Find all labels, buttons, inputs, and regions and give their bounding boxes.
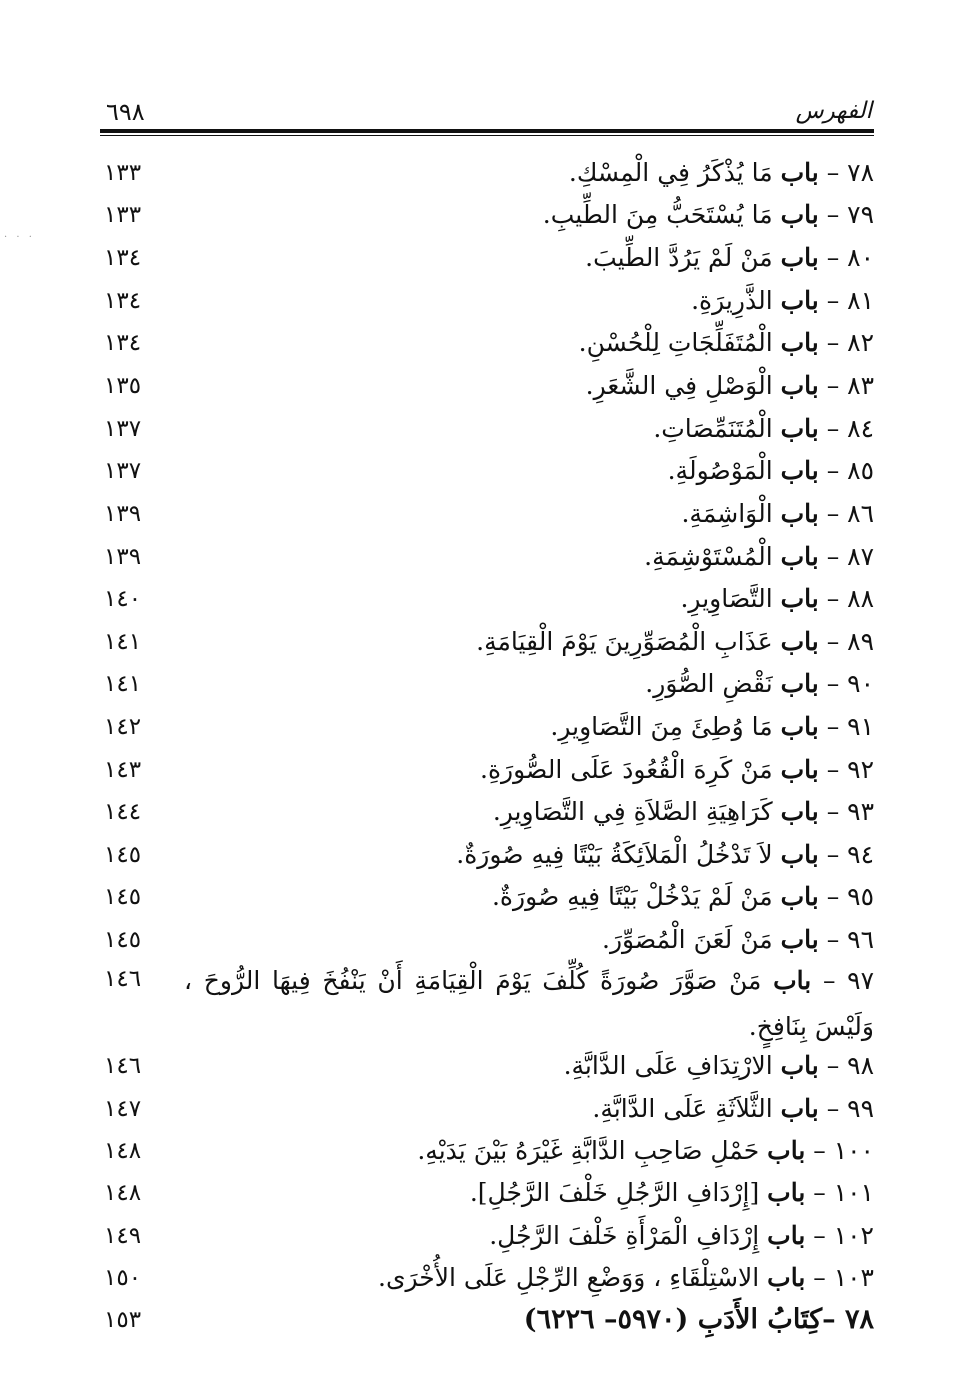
entry-dash: – bbox=[822, 966, 836, 995]
entry-text bbox=[184, 493, 874, 535]
entry-bab-label: باب bbox=[780, 243, 819, 272]
entry-text bbox=[184, 408, 874, 450]
entry-bab-label: باب bbox=[780, 371, 819, 400]
page-number: ٦٩٨ bbox=[106, 98, 145, 126]
entry-page-number: ١٣٥ bbox=[104, 373, 142, 399]
entry-number: ٨٩ bbox=[847, 627, 874, 656]
entry-page-number: ١٤١ bbox=[104, 629, 142, 655]
entry-title: [إِرْدَافِ الرَّجُلِ خَلْفَ الرَّجُلِ]. bbox=[469, 1178, 760, 1207]
entry-dash: – bbox=[826, 158, 840, 187]
entry-text bbox=[184, 621, 874, 663]
entry-text bbox=[184, 1172, 874, 1214]
book-title: كِتَابُ الأَدَبِ (٥٩٧٠– ٦٢٢٦) bbox=[523, 1304, 823, 1335]
entry-title: مَنْ كَرِهَ الْقُعُودَ عَلَى الصُّورَةِ. bbox=[480, 755, 773, 784]
entry-title: الْمَوْصُولَةِ. bbox=[667, 456, 773, 485]
entry-bab-label: باب bbox=[767, 1221, 806, 1250]
entry-page-number: ١٣٤ bbox=[104, 245, 142, 271]
entry-number: ١٠٢ bbox=[833, 1221, 874, 1250]
entry-dash: – bbox=[826, 243, 840, 272]
entry-bab-label: باب bbox=[780, 712, 819, 741]
entry-text bbox=[184, 958, 874, 1050]
entry-page-number: ١٤٨ bbox=[104, 1138, 142, 1164]
entry-page-number: ١٤٦ bbox=[104, 1053, 142, 1079]
entry-dash: – bbox=[813, 1136, 826, 1165]
entry-bab-label: باب bbox=[767, 1136, 806, 1165]
entry-bab-label: باب bbox=[780, 542, 819, 571]
entry-number: ٨٦ bbox=[847, 499, 874, 528]
entry-dash: – bbox=[826, 456, 840, 485]
entry-text bbox=[184, 152, 874, 194]
entry-bab-label: باب bbox=[780, 499, 819, 528]
entry-dash: – bbox=[826, 925, 840, 954]
book-page-number: ١٥٣ bbox=[104, 1307, 142, 1333]
entry-dash: – bbox=[813, 1178, 826, 1207]
entry-text bbox=[184, 919, 874, 961]
entry-number: ٩٨ bbox=[847, 1051, 874, 1080]
entry-bab-label: باب bbox=[767, 1178, 806, 1207]
entry-text bbox=[184, 876, 874, 918]
entry-title: الْمُتَفَلِّجَاتِ لِلْحُسْنِ. bbox=[578, 328, 773, 357]
entry-title: الذَّرِيرَةِ. bbox=[691, 286, 773, 315]
entry-page-number: ١٣٤ bbox=[104, 288, 142, 314]
entry-page-number: ١٣٧ bbox=[104, 458, 142, 484]
entry-dash: – bbox=[826, 1094, 840, 1123]
entry-page-number: ١٣٩ bbox=[104, 544, 142, 570]
entry-page-number: ١٤٥ bbox=[104, 842, 142, 868]
entry-bab-label: باب bbox=[780, 414, 819, 443]
entry-text bbox=[184, 194, 874, 236]
entry-page-number: ١٤١ bbox=[104, 671, 142, 697]
entry-title: عَذَابِ الْمُصَوِّرِينَ يَوْمَ الْقِيَامَةِ. bbox=[476, 627, 773, 656]
entry-dash: – bbox=[826, 328, 840, 357]
entry-dash: – bbox=[826, 755, 840, 784]
entry-page-number: ١٤٥ bbox=[104, 927, 142, 953]
entry-number: ٨٠ bbox=[847, 243, 874, 272]
entry-dash: – bbox=[826, 669, 840, 698]
entry-text bbox=[184, 450, 874, 492]
entry-bab-label: باب bbox=[780, 286, 819, 315]
entry-dash: – bbox=[826, 840, 840, 869]
entry-title: الارْتِدَافِ عَلَى الدَّابَّةِ. bbox=[563, 1051, 773, 1080]
entry-title: مَا يُذْكَرُ فِي الْمِسْكِ. bbox=[568, 158, 773, 187]
entry-title: مَنْ لَمْ يَرُدَّ الطِّيبَ. bbox=[585, 243, 773, 272]
entry-number: ٩٩ bbox=[847, 1094, 874, 1123]
entry-title: الاسْتِلْقَاءِ ، وَوَضْعِ الرِّجْلِ عَلَى الأُخْرَى. bbox=[378, 1263, 760, 1292]
entry-dash: – bbox=[826, 371, 840, 400]
entry-number: ٨١ bbox=[847, 286, 874, 315]
entry-page-number: ١٤٨ bbox=[104, 1180, 142, 1206]
entry-text bbox=[184, 791, 874, 833]
entry-bab-label: باب bbox=[780, 840, 819, 869]
entry-number: ٧٨ bbox=[847, 158, 874, 187]
entry-number: ٨٢ bbox=[847, 328, 874, 357]
entry-page-number: ١٤٠ bbox=[104, 586, 142, 612]
entry-dash: – bbox=[826, 200, 840, 229]
entry-title: مَا يُسْتَحَبُّ مِنَ الطِّيبِ. bbox=[542, 200, 773, 229]
entry-title: نَقْضِ الصُّوَرِ. bbox=[645, 669, 773, 698]
entry-dash: – bbox=[826, 882, 840, 911]
entry-text bbox=[184, 536, 874, 578]
entry-text bbox=[184, 365, 874, 407]
entry-bab-label: باب bbox=[773, 966, 812, 995]
entry-dash: – bbox=[826, 499, 840, 528]
entry-title: مَنْ صَوَّرَ صُورَةً كُلِّفَ يَوْمَ الْقِيَامَةِ أَنْ يَنْفُخَ فِيهَا الرُّوحَ ، وَلَيْسَ بِنَافِخٍ. bbox=[184, 966, 874, 1041]
entry-text bbox=[184, 578, 874, 620]
entry-text bbox=[184, 322, 874, 364]
entry-number: ٩٥ bbox=[847, 882, 874, 911]
entry-number: ٩٧ bbox=[847, 966, 874, 995]
book-heading-text bbox=[184, 1299, 874, 1341]
margin-marks: · · · bbox=[4, 232, 35, 243]
entry-number: ٩٣ bbox=[847, 797, 874, 826]
book-number: ٧٨ bbox=[844, 1304, 874, 1335]
entry-title: الثَّلاَثَةِ عَلَى الدَّابَّةِ. bbox=[592, 1094, 773, 1123]
entry-page-number: ١٣٤ bbox=[104, 330, 142, 356]
entry-text bbox=[184, 1088, 874, 1130]
entry-title: حَمْلِ صَاحِبِ الدَّابَّةِ غَيْرَهُ بَيْنَ يَدَيْهِ. bbox=[417, 1136, 760, 1165]
entry-bab-label: باب bbox=[780, 200, 819, 229]
entry-title: الْوَاشِمَةِ. bbox=[681, 499, 773, 528]
entry-number: ١٠٣ bbox=[833, 1263, 874, 1292]
entry-dash: – bbox=[826, 584, 840, 613]
entry-page-number: ١٥٠ bbox=[104, 1265, 142, 1291]
entry-dash: – bbox=[826, 1051, 840, 1080]
entry-bab-label: باب bbox=[767, 1263, 806, 1292]
entry-dash: – bbox=[813, 1263, 826, 1292]
entry-title: مَنْ لَعَنَ الْمُصَوِّرَ. bbox=[602, 925, 773, 954]
entry-page-number: ١٣٧ bbox=[104, 416, 142, 442]
entry-number: ٩٦ bbox=[847, 925, 874, 954]
entry-bab-label: باب bbox=[780, 1094, 819, 1123]
entry-page-number: ١٤٥ bbox=[104, 884, 142, 910]
entry-page-number: ١٣٩ bbox=[104, 501, 142, 527]
entry-title: الْوَصْلِ فِي الشَّعَرِ. bbox=[585, 371, 773, 400]
entry-dash: – bbox=[826, 797, 840, 826]
entry-page-number: ١٤٣ bbox=[104, 757, 142, 783]
entry-bab-label: باب bbox=[780, 158, 819, 187]
entry-page-number: ١٣٣ bbox=[104, 160, 142, 186]
entry-bab-label: باب bbox=[780, 669, 819, 698]
entry-text bbox=[184, 749, 874, 791]
book-dash: – bbox=[822, 1304, 836, 1335]
entry-number: ٩٢ bbox=[847, 755, 874, 784]
entry-bab-label: باب bbox=[780, 328, 819, 357]
entry-number: ٨٧ bbox=[847, 542, 874, 571]
entry-number: ٩٠ bbox=[847, 669, 874, 698]
entry-title: مَنْ لَمْ يَدْخُلْ بَيْتًا فِيهِ صُورَةٌ. bbox=[491, 882, 773, 911]
entry-bab-label: باب bbox=[780, 584, 819, 613]
entry-number: ٩٤ bbox=[847, 840, 874, 869]
entry-dash: – bbox=[813, 1221, 826, 1250]
entry-dash: – bbox=[826, 286, 840, 315]
entry-page-number: ١٤٢ bbox=[104, 714, 142, 740]
entry-dash: – bbox=[826, 627, 840, 656]
entry-bab-label: باب bbox=[780, 925, 819, 954]
entry-page-number: ١٤٤ bbox=[104, 799, 142, 825]
entry-text bbox=[184, 1130, 874, 1172]
entry-title: كَرَاهِيَةِ الصَّلاَةِ فِي التَّصَاوِيرِ. bbox=[492, 797, 773, 826]
entry-text bbox=[184, 237, 874, 279]
entry-bab-label: باب bbox=[780, 797, 819, 826]
entry-number: ٩١ bbox=[847, 712, 874, 741]
entry-number: ٧٩ bbox=[847, 200, 874, 229]
entry-number: ٨٨ bbox=[847, 584, 874, 613]
entry-dash: – bbox=[826, 414, 840, 443]
entry-title: التَّصَاوِيرِ. bbox=[680, 584, 773, 613]
entry-bab-label: باب bbox=[780, 1051, 819, 1080]
entry-number: ١٠٠ bbox=[833, 1136, 874, 1165]
entry-text bbox=[184, 663, 874, 705]
entry-text bbox=[184, 1215, 874, 1257]
entry-text bbox=[184, 706, 874, 748]
entry-number: ٨٥ bbox=[847, 456, 874, 485]
entry-text bbox=[184, 1257, 874, 1299]
entry-title: الْمُسْتَوْشِمَةِ. bbox=[644, 542, 773, 571]
entry-number: ١٠١ bbox=[833, 1178, 874, 1207]
entry-page-number: ١٣٣ bbox=[104, 202, 142, 228]
entry-title: إِرْدَافِ الْمَرْأَةِ خَلْفَ الرَّجُلِ. bbox=[489, 1221, 760, 1250]
entry-bab-label: باب bbox=[780, 627, 819, 656]
running-title: الفهرس bbox=[795, 98, 872, 124]
entry-bab-label: باب bbox=[780, 882, 819, 911]
entry-text bbox=[184, 834, 874, 876]
entry-title: الْمُتَنَمِّصَاتِ. bbox=[653, 414, 773, 443]
entry-text bbox=[184, 1045, 874, 1087]
entry-page-number: ١٤٧ bbox=[104, 1096, 142, 1122]
entry-number: ٨٣ bbox=[847, 371, 874, 400]
entry-text bbox=[184, 280, 874, 322]
entry-dash: – bbox=[826, 542, 840, 571]
entry-page-number: ١٤٦ bbox=[104, 966, 142, 992]
entry-bab-label: باب bbox=[780, 755, 819, 784]
entry-title: لاَ تَدْخُلُ الْمَلاَئِكَةُ بَيْتًا فِيهِ صُورَةٌ. bbox=[456, 840, 773, 869]
entry-page-number: ١٤٩ bbox=[104, 1223, 142, 1249]
entry-number: ٨٤ bbox=[847, 414, 874, 443]
entry-bab-label: باب bbox=[780, 456, 819, 485]
entry-dash: – bbox=[826, 712, 840, 741]
entry-title: مَا وُطِئَ مِنَ التَّصَاوِيرِ. bbox=[550, 712, 773, 741]
